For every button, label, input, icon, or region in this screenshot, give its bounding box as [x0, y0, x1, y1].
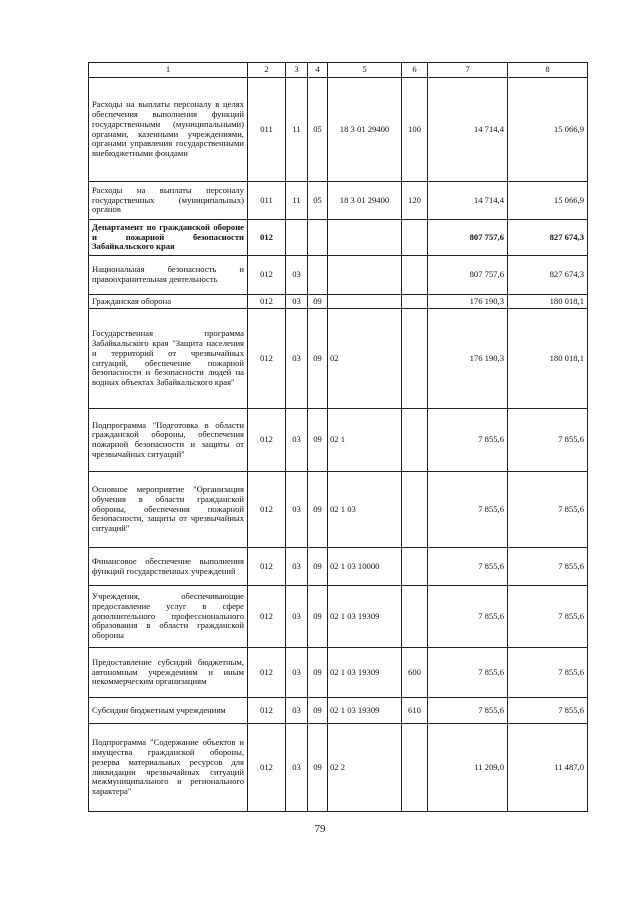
row-amount-year2: 15 066,9 [508, 182, 588, 220]
row-amount-year1: 7 855,6 [428, 472, 508, 548]
row-section: 03 [286, 698, 308, 724]
row-name: Подпрограмма "Подготовка в области гражданской обороны, обеспечения пожарной безопасности и защиты от чрезвычайных ситуаций" [89, 409, 248, 472]
row-section: 03 [286, 472, 308, 548]
row-ministry-code: 012 [248, 648, 286, 698]
row-section [286, 220, 308, 256]
row-ministry-code: 011 [248, 78, 286, 182]
row-subsection: 09 [308, 295, 328, 309]
row-name: Субсидии бюджетным учреждениям [89, 698, 248, 724]
row-expense-type: 120 [402, 182, 428, 220]
row-name: Финансовое обеспечение выполнения функций государственных учреждений [89, 548, 248, 586]
row-ministry-code: 012 [248, 220, 286, 256]
row-target-article [328, 256, 402, 295]
row-ministry-code: 012 [248, 309, 286, 409]
row-name: Учреждения, обеспечивающие предоставление услуг в сфере дополнительного профессионального образования в области гражданской обороны [89, 586, 248, 648]
row-target-article: 02 1 03 19309 [328, 586, 402, 648]
row-target-article: 02 2 [328, 724, 402, 812]
row-amount-year1: 7 855,6 [428, 698, 508, 724]
table-row [89, 548, 588, 586]
row-section: 03 [286, 256, 308, 295]
row-expense-type [402, 724, 428, 812]
row-amount-year1: 807 757,6 [428, 220, 508, 256]
row-section: 03 [286, 309, 308, 409]
row-amount-year2: 7 855,6 [508, 409, 588, 472]
row-name: Расходы на выплаты персоналу государственных (муниципальных) органов [89, 182, 248, 220]
row-amount-year1: 7 855,6 [428, 548, 508, 586]
row-amount-year2: 11 487,0 [508, 724, 588, 812]
row-amount-year1: 176 190,3 [428, 309, 508, 409]
row-section: 11 [286, 182, 308, 220]
row-amount-year1: 807 757,6 [428, 256, 508, 295]
row-expense-type [402, 256, 428, 295]
row-section: 03 [286, 648, 308, 698]
row-target-article: 02 1 [328, 409, 402, 472]
row-expense-type [402, 295, 428, 309]
row-subsection: 09 [308, 648, 328, 698]
col-header-4: 4 [308, 63, 328, 78]
row-subsection [308, 220, 328, 256]
row-amount-year2: 7 855,6 [508, 548, 588, 586]
row-amount-year2: 7 855,6 [508, 586, 588, 648]
row-ministry-code: 012 [248, 724, 286, 812]
row-target-article: 18 3 01 29400 [328, 78, 402, 182]
row-target-article [328, 295, 402, 309]
row-target-article: 02 1 03 10000 [328, 548, 402, 586]
row-subsection: 09 [308, 724, 328, 812]
page-number: 79 [314, 823, 326, 835]
col-header-2: 2 [248, 63, 286, 78]
row-expense-type [402, 220, 428, 256]
row-expense-type [402, 472, 428, 548]
row-amount-year1: 14 714,4 [428, 78, 508, 182]
row-name: Национальная безопасность и правоохранительная деятельность [89, 256, 248, 295]
row-target-article [328, 220, 402, 256]
row-subsection: 05 [308, 182, 328, 220]
row-expense-type [402, 548, 428, 586]
row-name: Государственная программа Забайкальского края "Защита населения и территорий от чрезвычайных ситуаций, обеспечение пожарной безопасности и безопасности людей на водных объектах Забайкальского края" [89, 309, 248, 409]
table-row [89, 182, 588, 220]
row-amount-year2: 180 018,1 [508, 295, 588, 309]
row-expense-type: 600 [402, 648, 428, 698]
row-subsection: 09 [308, 472, 328, 548]
col-header-8: 8 [508, 63, 588, 78]
row-expense-type [402, 309, 428, 409]
row-amount-year2: 7 855,6 [508, 472, 588, 548]
col-header-5: 5 [328, 63, 402, 78]
row-section: 03 [286, 724, 308, 812]
row-name: Департамент по гражданской обороне и пожарной безопасности Забайкальского края [89, 220, 248, 256]
row-amount-year2: 7 855,6 [508, 648, 588, 698]
row-section: 03 [286, 548, 308, 586]
table-row [89, 295, 588, 309]
row-section: 03 [286, 586, 308, 648]
row-amount-year2: 7 855,6 [508, 698, 588, 724]
row-subsection: 09 [308, 309, 328, 409]
row-subsection: 09 [308, 586, 328, 648]
row-amount-year1: 176 190,3 [428, 295, 508, 309]
table-row [89, 78, 588, 182]
row-amount-year1: 7 855,6 [428, 648, 508, 698]
table-row [89, 724, 588, 812]
row-section: 03 [286, 295, 308, 309]
row-expense-type [402, 586, 428, 648]
row-subsection: 09 [308, 548, 328, 586]
col-header-3: 3 [286, 63, 308, 78]
row-ministry-code: 012 [248, 256, 286, 295]
row-ministry-code: 012 [248, 409, 286, 472]
col-header-1: 1 [89, 63, 248, 78]
row-ministry-code: 012 [248, 295, 286, 309]
row-subsection: 09 [308, 698, 328, 724]
col-header-6: 6 [402, 63, 428, 78]
row-target-article: 02 1 03 [328, 472, 402, 548]
row-section: 03 [286, 409, 308, 472]
row-amount-year1: 11 209,0 [428, 724, 508, 812]
row-target-article: 02 [328, 309, 402, 409]
row-subsection [308, 256, 328, 295]
row-ministry-code: 012 [248, 586, 286, 648]
row-amount-year2: 180 018,1 [508, 309, 588, 409]
row-amount-year1: 7 855,6 [428, 586, 508, 648]
row-ministry-code: 011 [248, 182, 286, 220]
row-expense-type: 100 [402, 78, 428, 182]
row-amount-year1: 14 714,4 [428, 182, 508, 220]
table-row [89, 409, 588, 472]
row-ministry-code: 012 [248, 698, 286, 724]
table-row [89, 586, 588, 648]
col-header-7: 7 [428, 63, 508, 78]
row-expense-type: 610 [402, 698, 428, 724]
table-row [89, 309, 588, 409]
row-target-article: 02 1 03 19309 [328, 648, 402, 698]
row-ministry-code: 012 [248, 548, 286, 586]
table-row [89, 472, 588, 548]
row-target-article: 02 1 03 19309 [328, 698, 402, 724]
row-name: Основное мероприятие "Организация обучения в области гражданской обороны, обеспечения пожарной безопасности, защиты от чрезвычайных ситуаций" [89, 472, 248, 548]
row-amount-year2: 827 674,3 [508, 220, 588, 256]
row-section: 11 [286, 78, 308, 182]
row-amount-year1: 7 855,6 [428, 409, 508, 472]
row-target-article: 18 3 01 29400 [328, 182, 402, 220]
row-name: Расходы на выплаты персоналу в целях обеспечения выполнения функций государственными (муниципальными) органами, казенными учреждениями, органами управления государственными внебюджетными фондами [89, 78, 248, 182]
table-row [89, 256, 588, 295]
table-row [89, 220, 588, 256]
row-amount-year2: 827 674,3 [508, 256, 588, 295]
row-ministry-code: 012 [248, 472, 286, 548]
budget-table [88, 62, 588, 812]
table-row [89, 648, 588, 698]
row-expense-type [402, 409, 428, 472]
row-subsection: 09 [308, 409, 328, 472]
header-row [89, 63, 588, 78]
table-row [89, 698, 588, 724]
row-name: Предоставление субсидий бюджетным, автономным учреждениям и иным некоммерческим организациям [89, 648, 248, 698]
row-name: Подпрограмма "Содержание объектов и имущества гражданской обороны, резерва материальных ресурсов для ликвидации чрезвычайных ситуаций межмуниципального и регионального характера" [89, 724, 248, 812]
row-subsection: 05 [308, 78, 328, 182]
row-name: Гражданская оборона [89, 295, 248, 309]
row-amount-year2: 15 066,9 [508, 78, 588, 182]
